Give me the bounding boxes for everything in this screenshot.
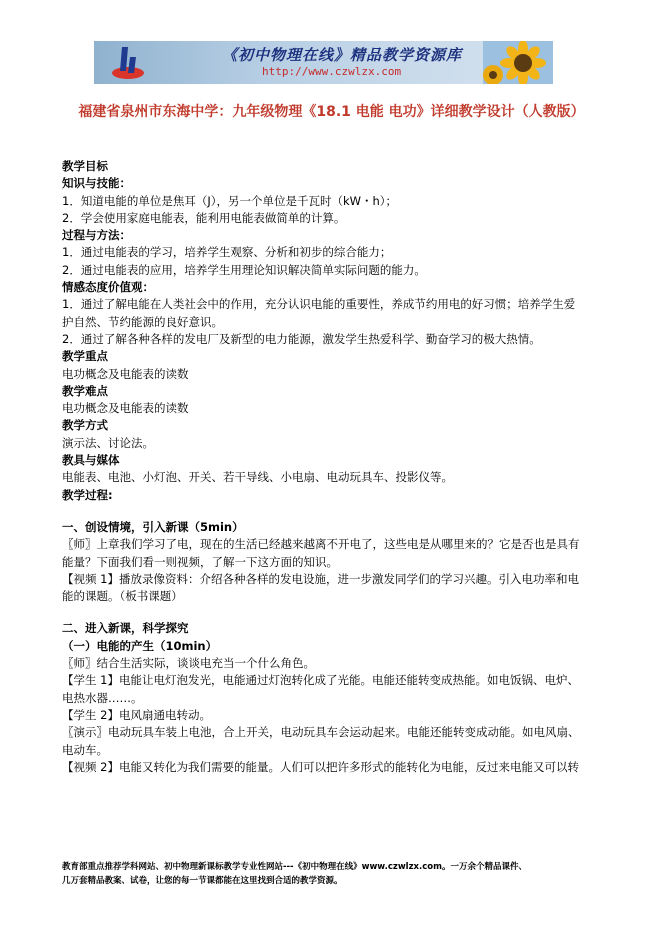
difficulty-text: 电功概念及电能表的读数	[62, 401, 189, 416]
document-title: 福建省泉州市东海中学：九年级物理《18.1 电能 电功》详细教学设计（人教版）	[78, 104, 585, 120]
section-2-heading: 二、进入新课，科学探究	[62, 621, 189, 636]
section-2-para-2-line-2: 电热水器……。	[62, 690, 143, 705]
key-points-text: 电功概念及电能表的读数	[62, 366, 189, 381]
section-1-para-2-line-2: 能的课题。（板书课题）	[62, 589, 183, 604]
section-2-para-3: 【学生 2】电风扇通电转动。	[62, 707, 211, 722]
key-points-heading: 教学重点	[62, 349, 108, 364]
emotion-heading: 情感态度价值观：	[62, 280, 154, 295]
section-2-para-4-line-2: 电动车。	[62, 742, 108, 757]
sunflower-icon	[483, 41, 553, 84]
emotion-item-1-line-1: 1．通过了解电能在人类社会中的作用，充分认识电能的重要性，养成节约用电的好习惯；培养学生爱	[62, 297, 576, 312]
section-1-para-1-line-1: 〖师〗上章我们学习了电，现在的生活已经越来越离不开电了，这些电是从哪里来的？它是否也是具有	[62, 537, 580, 552]
section-2-para-4-line-1: 〖演示〗电动玩具车装上电池，合上开关，电动玩具车会运动起来。电能还能转变成动能。如电风扇、	[62, 725, 580, 740]
section-2-para-1: 〖师〗结合生活实际，谈谈电充当一个什么角色。	[62, 656, 315, 671]
objectives-heading: 教学目标	[62, 159, 108, 173]
method-heading: 教学方式	[62, 418, 108, 433]
tools-heading: 教具与媒体	[62, 453, 120, 468]
emotion-item-1-line-2: 护自然、节约能源的良好意识。	[62, 314, 223, 329]
knowledge-item-1: 1．知道电能的单位是焦耳（J），另一个单位是千瓦时（kW・h）；	[62, 193, 398, 208]
document-body	[62, 158, 602, 776]
section-2-subheading-1: （一）电能的产生（10min）	[62, 638, 218, 653]
tools-text: 电能表、电池、小灯泡、开关、若干导线、小电扇、电动玩具车、投影仪等。	[62, 470, 453, 485]
section-1-para-1-line-2: 能量？下面我们看一则视频，了解一下这方面的知识。	[62, 554, 338, 569]
process-item-2: 2．通过电能表的应用，培养学生用理论知识解决简单实际问题的能力。	[62, 262, 426, 277]
knowledge-item-2: 2．学会使用家庭电能表，能利用电能表做简单的计算。	[62, 210, 346, 225]
header-banner	[94, 41, 553, 84]
knowledge-heading: 知识与技能：	[62, 176, 131, 191]
process-heading: 过程与方法：	[62, 228, 131, 243]
site-logo-icon	[108, 43, 148, 83]
difficulty-heading: 教学难点	[62, 383, 108, 398]
method-text: 演示法、讨论法。	[62, 435, 154, 450]
banner-url[interactable]: http://www.czwlzx.com	[262, 65, 402, 78]
page-footer	[62, 860, 602, 888]
emotion-item-2: 2．通过了解各种各样的发电厂及新型的电力能源，激发学生热爱科学、勤奋学习的极大热情。	[62, 331, 541, 346]
footer-line-1: 教育部重点推荐学科网站、初中物理新课标教学专业性网站---《初中物理在线》www.czwlzx.com。一万余个精品课件、	[62, 862, 527, 872]
section-1-heading: 一、创设情境，引入新课（5min）	[62, 519, 244, 534]
procedure-heading: 教学过程:	[62, 487, 113, 502]
section-2-para-2-line-1: 【学生 1】电能让电灯泡发光，电能通过灯泡转化成了光能。电能还能转变成热能。如电饭锅、电炉、	[62, 673, 579, 688]
section-1-para-2-line-1: 【视频 1】播放录像资料：介绍各种各样的发电设施，进一步激发同学们的学习兴趣。引入电功率和电	[62, 571, 579, 586]
banner-title: 《初中物理在线》精品教学资源库	[222, 46, 463, 64]
process-item-1: 1．通过电能表的学习，培养学生观察、分析和初步的综合能力；	[62, 245, 392, 260]
section-2-para-5: 【视频 2】电能又转化为我们需要的能量。人们可以把许多形式的能转化为电能，反过来电能又可以转	[62, 759, 579, 774]
footer-line-2: 几万套精品教案、试卷，让您的每一节课都能在这里找到合适的教学资源。	[62, 876, 343, 886]
